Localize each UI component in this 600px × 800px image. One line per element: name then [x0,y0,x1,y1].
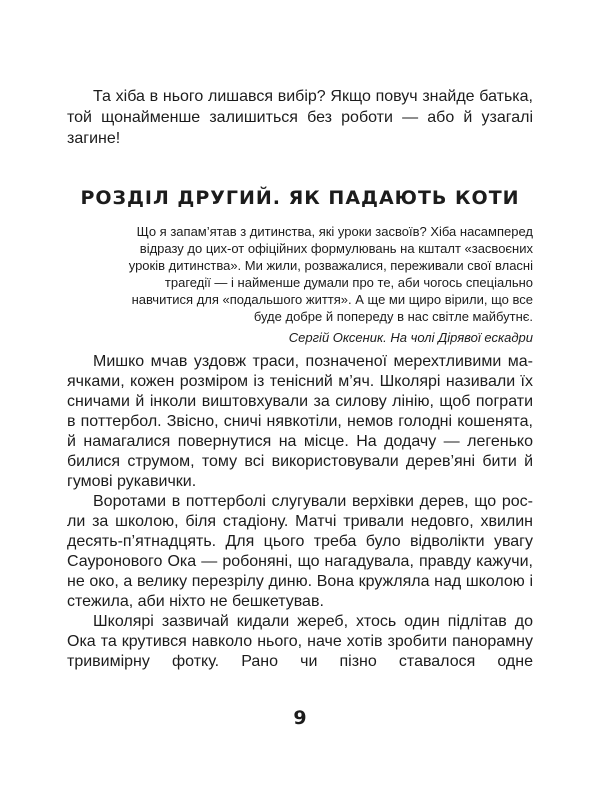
body-paragraph: Школярі зазвичай кидали жереб, хтось один підлітав до Ока та крутився навколо нього, наче хотів зробити панорамну тривимірну фотку. Рано чи пізно ставалося одне [67,613,533,670]
body-paragraph: Мишко мчав уздовж траси, позначеної мерехтливими маячками, кожен розміром із тенісний м’яч. Школярі називали їх сничами й інколи виштовхували за силову лінію, щоб пограти в поттербол. Звісно, сничі нявкотіли, немов голодні кошенята, й намагалися повернутися на місце. На додачу — легенько билися струмом, тому всі використовували дерев’яні бити й гумові рукавички. [67,353,533,490]
epigraph: Що я запам’ятав з дитинства, які уроки засвоїв? Хіба насамперед відразу до цих-от офіційних формулювань на кшталт «засвоєних уроків дитинства». Ми жили, розважалися, переживали свої власні трагедії — і найменше думали про те, аби чогось спеціально навчитися для «подальшого життя». А ще ми щиро вірили, що все буде добре й попереду в нас світле майбутнє. [128,224,533,324]
body-paragraph: Воротами в поттерболі слугували верхівки дерев, що росли за школою, біля стадіону. Матчі тривали недовго, хвилин десять-п’ятнадцять. Для цього треба було відволікти увагу Сауронового Ока — робоняні, що нагадувала, правду кажучи, не око, а велику перезрілу диню. Вона кружляла над школою і стежила, аби ніхто не бешкетував. [67,493,533,610]
body-text [67,352,533,672]
epigraph-attribution: Сергій Оксеник. На чолі Дірявої ескадри [288,330,533,345]
chapter-heading: РОЗДІЛ ДРУГИЙ. ЯК ПАДАЮТЬ КОТИ [80,187,520,209]
opening-paragraph: Та хіба в нього лишався вибір? Якщо повуч знайде батька, той щонайменше залишиться без роботи — або й узагалі загине! [67,88,533,147]
page-number: 9 [293,707,307,729]
